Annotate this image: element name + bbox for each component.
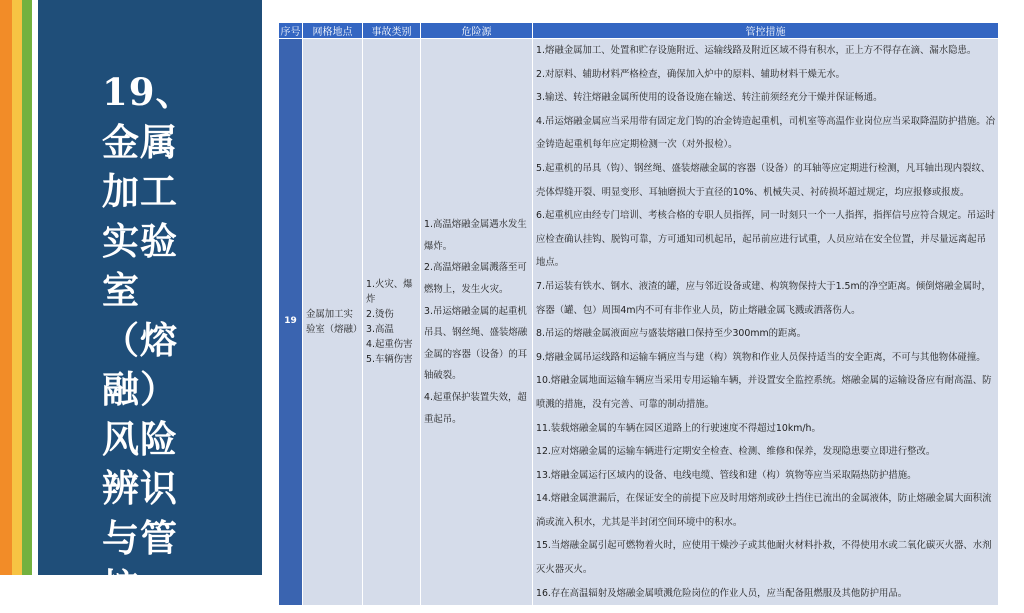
table-row bbox=[279, 39, 999, 606]
row-number: 19 bbox=[279, 39, 303, 606]
orange-stripe bbox=[0, 0, 12, 575]
hazard-source-cell bbox=[421, 39, 533, 606]
measure-item: 6.起重机应由经专门培训、考核合格的专职人员指挥，同一时刻只一个一人指挥，指挥信号应符合规定。吊运时应检查确认挂钩、脱钩可靠，方可通知司机起吊，起吊前应进行试重，人员应站在安全位置，并尽量远离起吊地点。 bbox=[536, 210, 995, 269]
header-control-measures: 管控措施 bbox=[533, 23, 999, 39]
accident-item: 3.高温 bbox=[366, 324, 394, 336]
measure-item: 1.熔融金属加工、处置和贮存设施附近、运输线路及附近区域不得有积水，正上方不得存在滴、漏水隐患。 bbox=[536, 45, 977, 56]
location-cell: 金属加工实验室（熔融） bbox=[303, 39, 363, 606]
control-measures-cell bbox=[533, 39, 999, 606]
risk-control-table bbox=[278, 22, 999, 606]
measure-item: 8.吊运的熔融金属液面应与盛装熔融口保持至少300mm的距离。 bbox=[536, 328, 807, 340]
measure-item: 14.熔融金属泄漏后，在保证安全的前提下应及时用熔剂或砂土挡住已流出的金属液体，防止熔融金属大面积流淌或流入积水，尤其是半封闭空间环境中的积水。 bbox=[536, 493, 992, 528]
hazard-item: 3.吊运熔融金属的起重机吊具、钢丝绳、盛装熔融金属的容器（设备）的耳轴破裂。 bbox=[424, 305, 528, 382]
measure-item: 13.熔融金属运行区域内的设备、电线电缆、管线和建（构）筑物等应当采取隔热防护措施。 bbox=[536, 469, 917, 481]
measure-item: 15.当熔融金属引起可燃物着火时，应使用干燥沙子或其他耐火材料扑救，不得使用水或二氧化碳灭火器、水剂灭火器灭火。 bbox=[536, 540, 992, 576]
header-number: 序号 bbox=[279, 23, 303, 39]
table-header-row bbox=[279, 23, 999, 39]
measure-item: 2.对原料、辅助材料严格检查，确保加入炉中的原料、辅助材料干燥无水。 bbox=[536, 68, 845, 80]
measure-item: 10.熔融金属地面运输车辆应当采用专用运输车辆，并设置安全监控系统。熔融金属的运输设备应有耐高温、防喷溅的措施，没有完善、可靠的制动措施。 bbox=[536, 375, 992, 410]
accident-item: 5.车辆伤害 bbox=[366, 354, 413, 366]
yellow-stripe bbox=[12, 0, 22, 575]
hazard-item: 4.起重保护装置失效，超重起吊。 bbox=[424, 391, 527, 425]
measure-item: 5.起重机的吊具（钩）、钢丝绳、盛装熔融金属的容器（设备）的耳轴等应定期进行检测，凡耳轴出现内裂纹、壳体焊缝开裂、明显变形、耳轴磨损大于直径的10%、机械失灵、衬砖损坏超过规定，均应报修或报废。 bbox=[536, 162, 991, 198]
header-hazard-source: 危险源 bbox=[421, 23, 533, 39]
measure-item: 16.存在高温辐射及熔融金属喷溅危险岗位的作业人员，应当配备阻燃服及其他防护用品。 bbox=[536, 587, 908, 599]
measure-item: 4.吊运熔融金属应当采用带有固定龙门钩的冶金铸造起重机，司机室等高温作业岗位应当采取降温防护措施。冶金铸造起重机每年应定期检测一次（对外报检）。 bbox=[536, 115, 995, 151]
measure-item: 12.应对熔融金属的运输车辆进行定期安全检查、检测、维修和保养，发现隐患要立即进行整改。 bbox=[536, 446, 936, 458]
header-location: 网格地点 bbox=[303, 23, 363, 39]
accident-type-cell bbox=[363, 39, 421, 606]
hazard-item: 1.高温熔融金属遇水发生爆炸。 bbox=[424, 219, 527, 252]
accident-item: 2.烫伤 bbox=[366, 309, 394, 321]
hazard-item: 2.高温熔融金属溅落至可燃物上，发生火灾。 bbox=[424, 262, 527, 295]
measure-item: 7.吊运装有铁水、钢水、液渣的罐，应与邻近设备或建、构筑物保持大于1.5m的净空距离。倾倒熔融金属时，容器（罐、包）周围4m内不可有非作业人员，防止熔融金属飞溅或洒落伤人。 bbox=[536, 280, 991, 316]
measure-item: 11.装载熔融金属的车辆在园区道路上的行驶速度不得超过10km/h。 bbox=[536, 422, 821, 434]
header-accident-type: 事故类别 bbox=[363, 23, 421, 39]
measure-item: 3.输送、转注熔融金属所使用的设备设施在输送、转注前须经充分干燥并保证畅通。 bbox=[536, 92, 883, 104]
page-title: 19、金属加工实验室（熔融）风险辨识与管控 bbox=[102, 70, 194, 609]
measure-item: 9.熔融金属吊运线路和运输车辆应当与建（构）筑物和作业人员保持适当的安全距离，不可与其他物体碰撞。 bbox=[536, 351, 986, 363]
accident-item: 1.火灾、爆炸 bbox=[366, 279, 413, 306]
green-stripe bbox=[22, 0, 32, 575]
accident-item: 4.起重伤害 bbox=[366, 339, 413, 351]
